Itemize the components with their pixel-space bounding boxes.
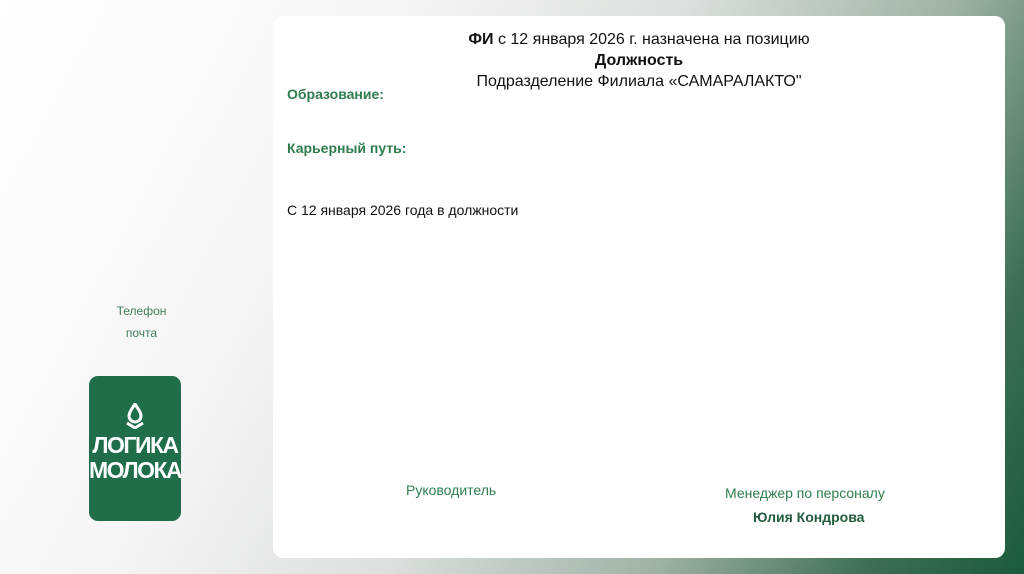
header-line1 <box>273 29 1005 50</box>
logo-text-line2: МОЛОКА <box>89 457 182 483</box>
hr-manager-name: Юлия Кондрова <box>753 509 865 525</box>
company-logo <box>89 376 181 521</box>
department-line: Подразделение Филиала «САМАРАЛАКТО" <box>476 73 802 90</box>
position-title: Должность <box>594 52 684 69</box>
since-text: С 12 января 2026 года в должности <box>287 202 519 218</box>
phone-label: Телефон <box>116 304 167 318</box>
email-label: почта <box>125 326 158 340</box>
education-label: Образование: <box>287 86 384 102</box>
milk-drop-icon <box>123 403 147 429</box>
document-card <box>273 16 1005 558</box>
employee-name: ФИ <box>468 31 494 48</box>
head-signature-label: Руководитель <box>406 482 497 498</box>
career-label: Карьерный путь: <box>287 140 407 156</box>
appointment-text: с 12 января 2026 г. назначена на позицию <box>493 31 810 48</box>
hr-manager-label: Менеджер по персоналу <box>725 485 885 501</box>
logo-text-line1: ЛОГИКА <box>92 432 178 458</box>
